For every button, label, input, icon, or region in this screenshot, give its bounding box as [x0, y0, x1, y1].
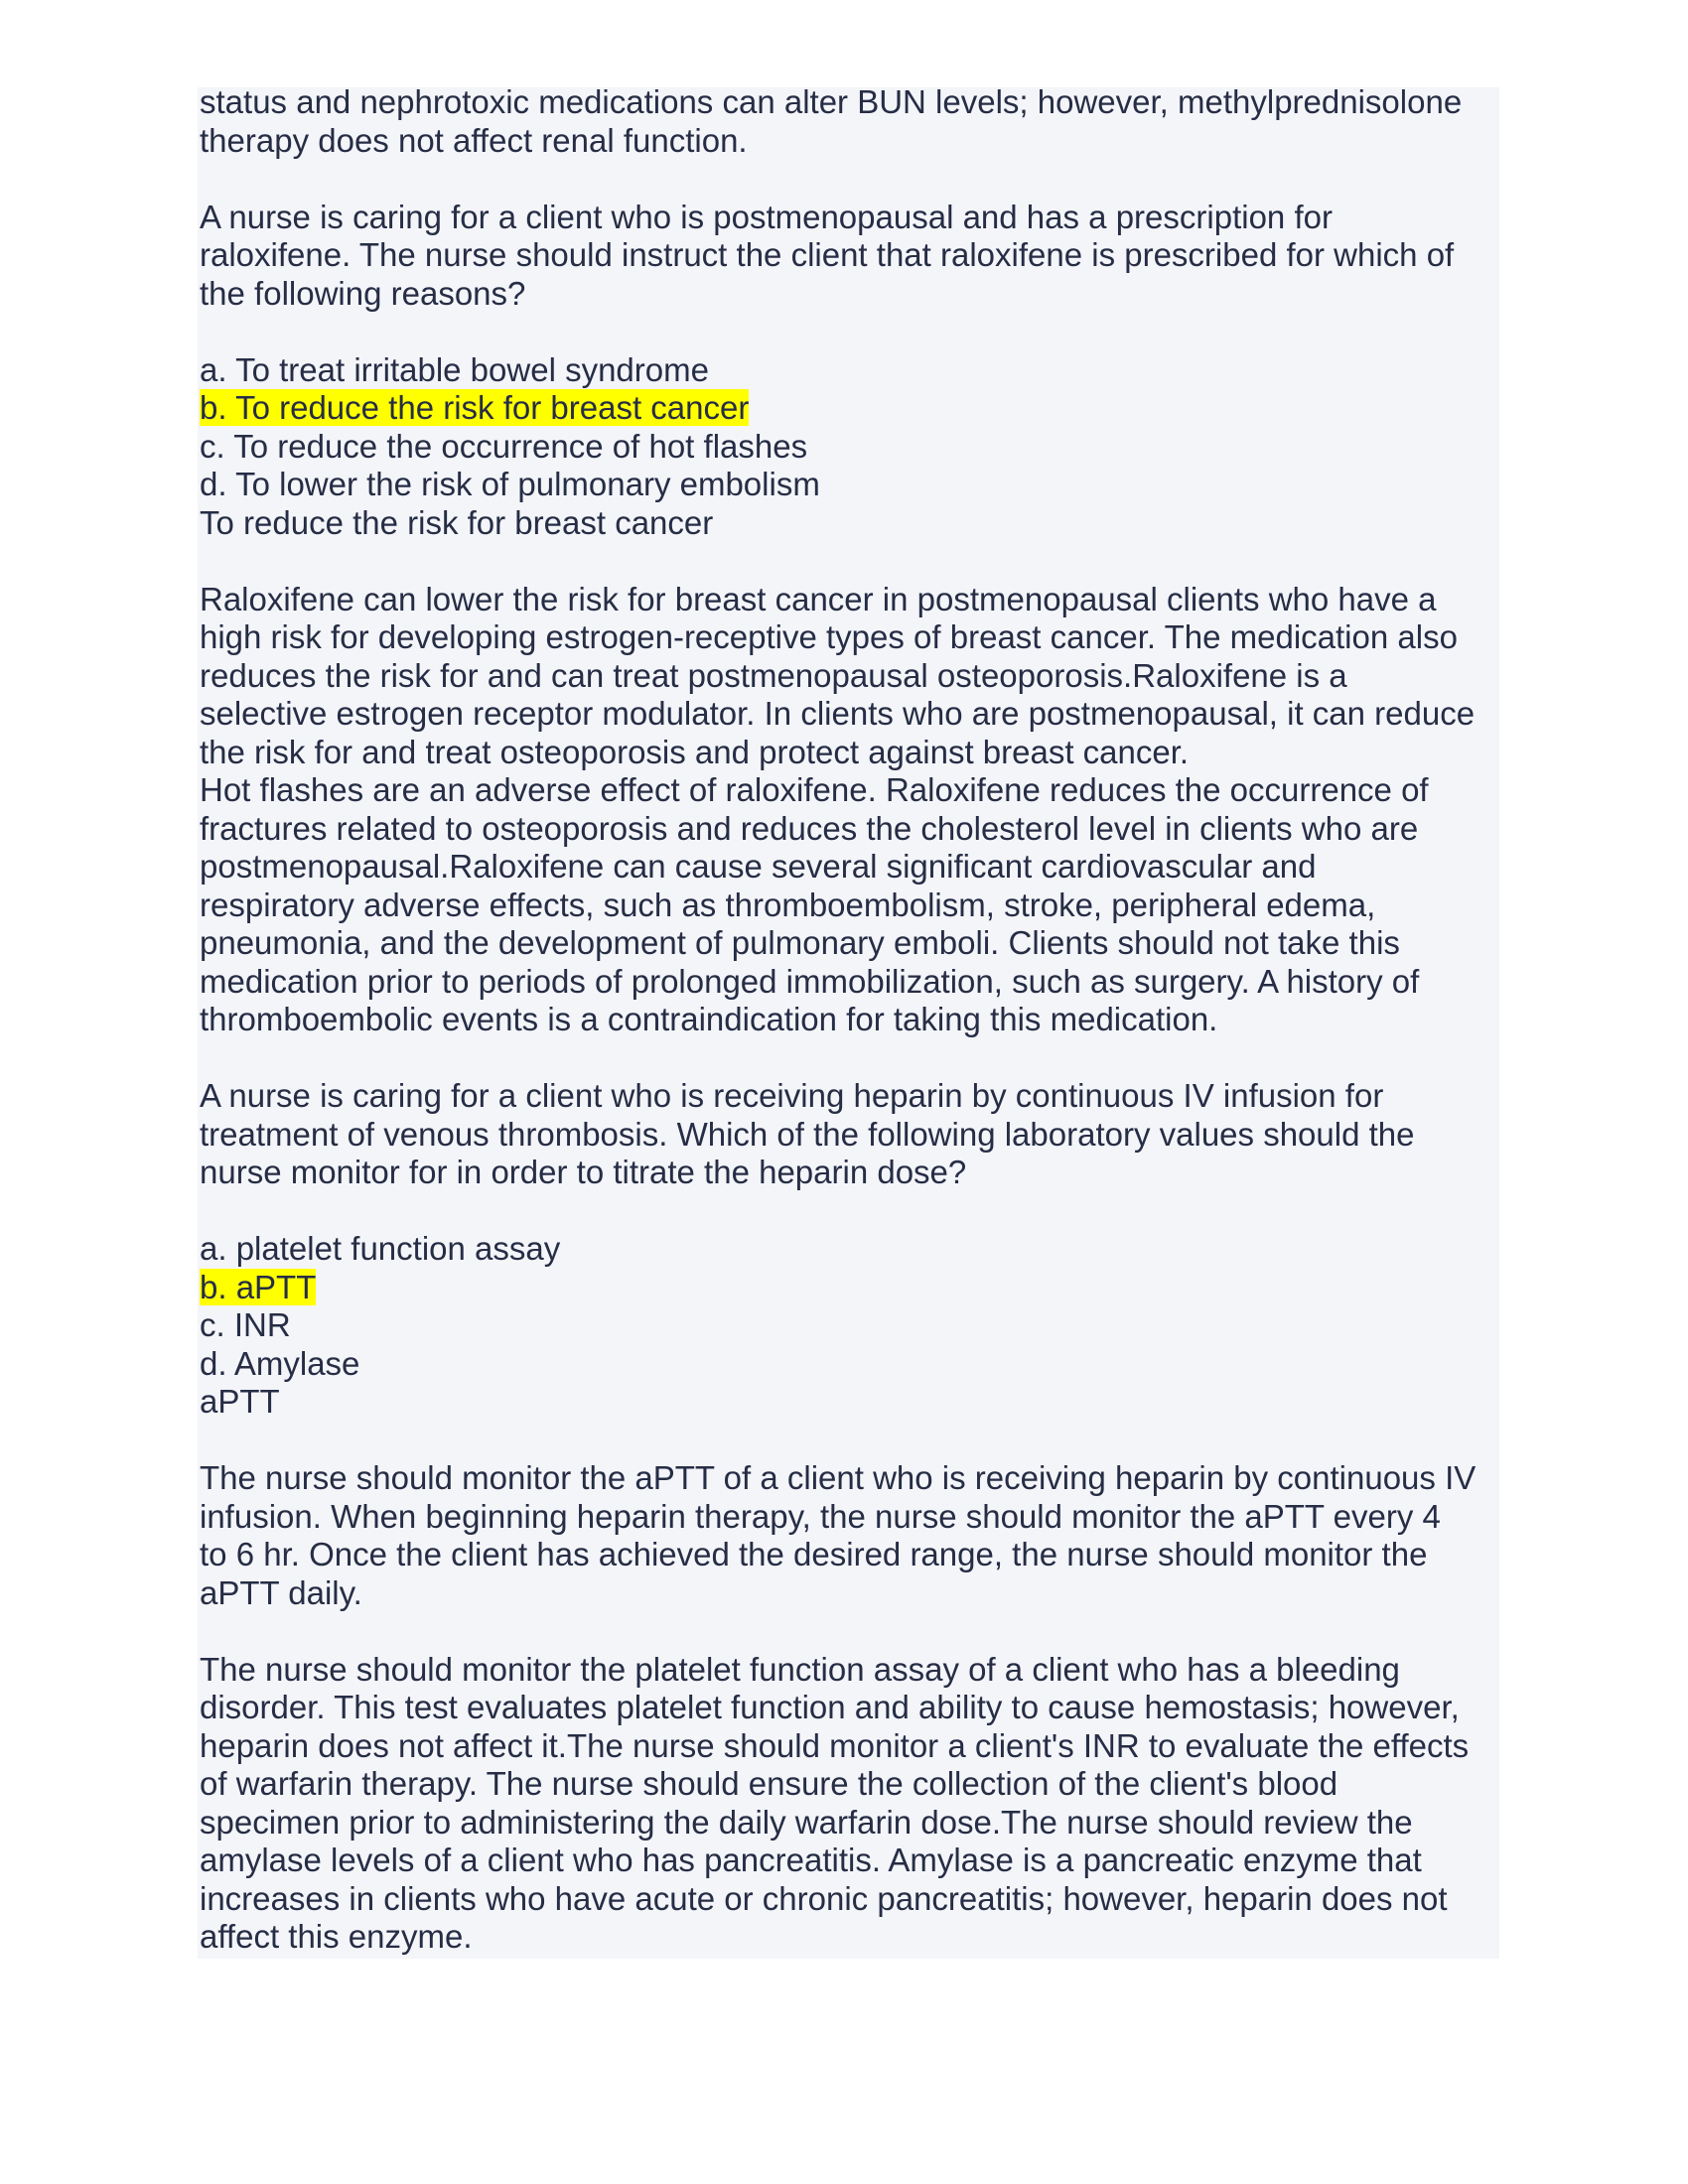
distractor-rationale-line: disorder. This test evaluates platelet function and ability to cause hemostasis; however,: [200, 1689, 1460, 1725]
rationale-line: pneumonia, and the development of pulmonary emboli. Clients should not take this: [200, 924, 1400, 961]
rationale-line: postmenopausal.Raloxifene can cause several significant cardiovascular and: [200, 848, 1317, 885]
answer-option-b-highlighted: b. aPTT: [200, 1268, 317, 1305]
distractor-rationale-line: amylase levels of a client who has pancreatitis. Amylase is a pancreatic enzyme that: [200, 1842, 1422, 1878]
answer-option-b-highlighted: b. To reduce the risk for breast cancer: [200, 389, 750, 426]
correct-answer: aPTT: [200, 1383, 280, 1420]
answer-option-d: d. To lower the risk of pulmonary embolism: [200, 466, 820, 502]
distractor-rationale-line: The nurse should monitor the platelet function assay of a client who has a bleeding: [200, 1650, 1400, 1688]
distractor-rationale-line: increases in clients who have acute or chronic pancreatitis; however, heparin does not: [200, 1879, 1448, 1917]
question-stem-line: A nurse is caring for a client who is receiving heparin by continuous IV infusion for: [200, 1077, 1384, 1114]
rationale-line: to 6 hr. Once the client has achieved the desired range, the nurse should monitor the: [200, 1536, 1428, 1572]
rationale-line: high risk for developing estrogen-receptive types of breast cancer. The medication also: [200, 618, 1458, 655]
intro-line: therapy does not affect renal function.: [200, 121, 748, 159]
answer-option-c: c. INR: [200, 1306, 291, 1343]
answer-option-d: d. Amylase: [200, 1344, 360, 1382]
rationale-line: thromboembolic events is a contraindication for taking this medication.: [200, 1001, 1218, 1037]
question-2: [200, 1077, 1500, 1957]
distractor-rationale-line: of warfarin therapy. The nurse should ensure the collection of the client's blood: [200, 1765, 1338, 1802]
rationale-line: Hot flashes are an adverse effect of raloxifene. Raloxifene reduces the occurrence of: [200, 771, 1429, 808]
question-stem-line: the following reasons?: [200, 274, 526, 312]
rationale-line: selective estrogen receptor modulator. In clients who are postmenopausal, it can reduce: [200, 695, 1476, 732]
intro-line: status and nephrotoxic medications can alter BUN levels; however, methylprednisolone: [200, 83, 1463, 120]
rationale-line: reduces the risk for and can treat postmenopausal osteoporosis.Raloxifene is a: [200, 656, 1347, 694]
distractor-rationale-line: heparin does not affect it.The nurse should monitor a client's INR to evaluate the effects: [200, 1726, 1470, 1764]
document-content: [200, 83, 1500, 1957]
question-stem-line: treatment of venous thrombosis. Which of the following laboratory values should the: [200, 1115, 1415, 1153]
rationale-line: The nurse should monitor the aPTT of a client who is receiving heparin by continuous IV: [200, 1459, 1477, 1496]
answer-option-a: a. platelet function assay: [200, 1230, 561, 1267]
question-stem-line: nurse monitor for in order to titrate the heparin dose?: [200, 1154, 967, 1190]
rationale-line: aPTT daily.: [200, 1573, 362, 1611]
rationale-line: medication prior to periods of prolonged immobilization, such as surgery. A history of: [200, 962, 1420, 1000]
distractor-rationale-line: affect this enzyme.: [200, 1918, 473, 1955]
rationale-line: infusion. When beginning heparin therapy, the nurse should monitor the aPTT every 4: [200, 1497, 1441, 1535]
answer-option-a: a. To treat irritable bowel syndrome: [200, 350, 709, 388]
correct-answer: To reduce the risk for breast cancer: [200, 503, 714, 541]
question-1: [200, 199, 1500, 1039]
rationale-line: the risk for and treat osteoporosis and protect against breast cancer.: [200, 733, 1190, 770]
question-stem-line: A nurse is caring for a client who is postmenopausal and has a prescription for: [200, 198, 1333, 235]
question-stem-line: raloxifene. The nurse should instruct the client that raloxifene is prescribed for which of: [200, 236, 1455, 273]
rationale-line: Raloxifene can lower the risk for breast cancer in postmenopausal clients who have a: [200, 580, 1437, 617]
answer-option-c: c. To reduce the occurrence of hot flashes: [200, 427, 808, 465]
rationale-line: respiratory adverse effects, such as thromboembolism, stroke, peripheral edema,: [200, 886, 1376, 923]
rationale-line: fractures related to osteoporosis and reduces the cholesterol level in clients who are: [200, 809, 1419, 847]
distractor-rationale-line: specimen prior to administering the daily warfarin dose.The nurse should review the: [200, 1803, 1413, 1841]
